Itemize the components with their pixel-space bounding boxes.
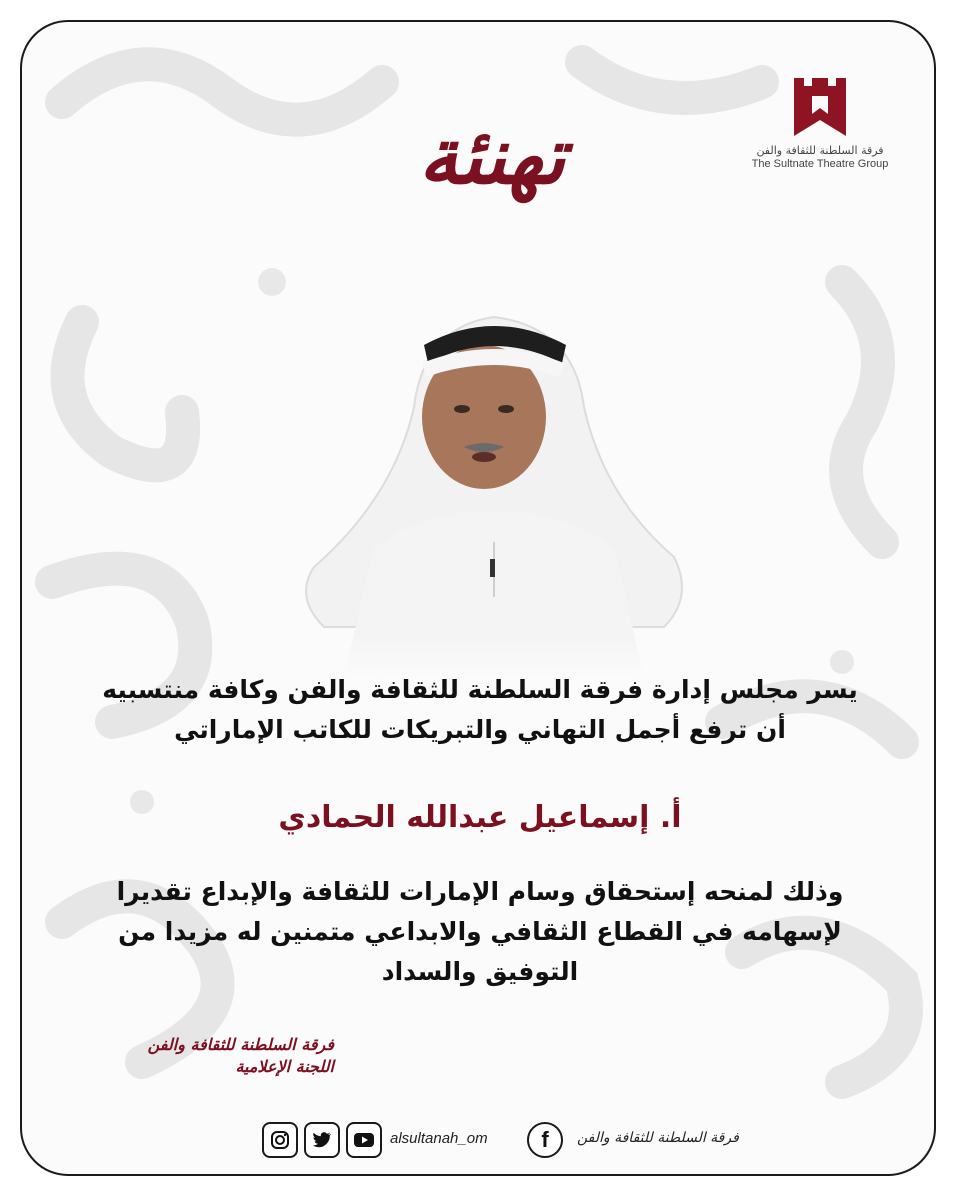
- brand-logo: [740, 74, 900, 170]
- poster-frame: [20, 20, 936, 1176]
- intro-line-2: أن ترفع أجمل التهاني والتبريكات للكاتب الإماراتي: [174, 715, 786, 744]
- intro-line-1: يسر مجلس إدارة فرقة السلطنة للثقافة والفن وكافة منتسبيه: [102, 675, 858, 704]
- intro-paragraph: [102, 670, 858, 750]
- honoree-name: أ. إسماعيل عبدالله الحمادي: [278, 800, 682, 835]
- brand-name-en: The Sultnate Theatre Group: [751, 158, 889, 170]
- social-handle[interactable]: alsultanah_om: [390, 1130, 488, 1147]
- facebook-page-name[interactable]: فرقة السلطنة للثقافة والفن: [577, 1130, 739, 1146]
- page-title: تهنئة: [418, 111, 566, 202]
- reason-line-3: التوفيق والسداد: [381, 957, 579, 986]
- facebook-icon[interactable]: f: [527, 1122, 563, 1158]
- signature-block: [148, 1034, 334, 1078]
- twitter-icon[interactable]: [304, 1122, 340, 1158]
- brand-name-ar: فرقة السلطنة للثقافة والفن: [756, 144, 884, 157]
- reason-line-2: لإسهامه في القطاع الثقافي والابداعي متمنين له مزيدا من: [118, 917, 842, 946]
- reason-line-1: وذلك لمنحه إستحقاق وسام الإمارات للثقافة والإبداع تقديرا: [116, 877, 844, 906]
- reason-paragraph: [102, 872, 858, 992]
- signature-line-1: فرقة السلطنة للثقافة والفن: [147, 1035, 334, 1054]
- instagram-icon[interactable]: [262, 1122, 298, 1158]
- castle-logo-icon: [790, 74, 850, 140]
- signature-line-2: اللجنة الإعلامية: [235, 1057, 334, 1076]
- youtube-icon[interactable]: [346, 1122, 382, 1158]
- honoree-portrait: [284, 297, 704, 677]
